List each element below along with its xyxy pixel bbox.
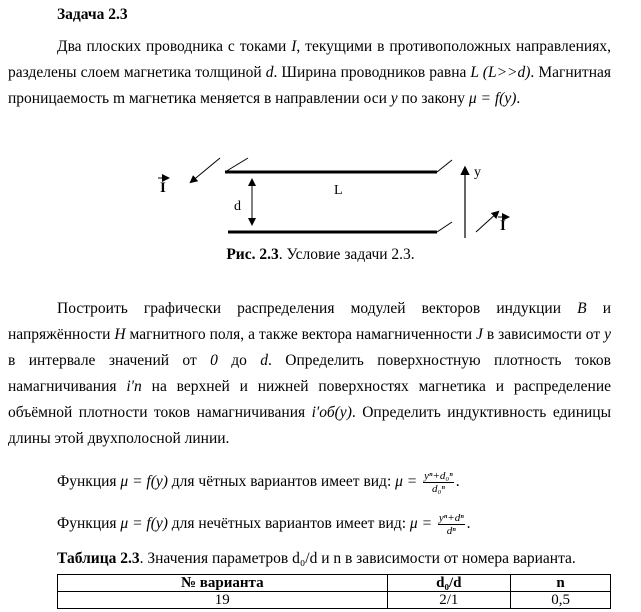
current-label-left: I (160, 180, 166, 196)
var-b: B (577, 300, 587, 317)
header-ratio: d₀/d (387, 575, 511, 592)
current-arrow-right (476, 212, 498, 232)
var-axis: y (390, 90, 398, 107)
text-run: Функция (57, 515, 121, 533)
text-run: . Определить поверхностную плотность токов намагничивания (8, 352, 611, 395)
formula-odd-fraction (438, 512, 465, 537)
var-y: y (604, 326, 611, 343)
text-run: . (466, 515, 471, 533)
figure-conductors (0, 150, 641, 245)
text-run: на верхней и нижней поверхностях магнетика и распределение объёмной плотности токов намагничивания (8, 378, 611, 421)
var-j: J (476, 326, 483, 343)
y-axis-label: y (474, 165, 481, 180)
text-run: для нечётных вариантов имеет вид: (167, 515, 410, 533)
top-conductor-edge-right (437, 160, 452, 172)
var-d: d (260, 352, 269, 369)
parameters-table (57, 574, 611, 609)
figure-caption-label: Рис. 2.3 (226, 246, 279, 263)
current-arrow-left (191, 158, 220, 182)
cell-n: 0,5 (511, 592, 611, 609)
table-row (58, 592, 611, 609)
table-caption-label: Таблица 2.3 (57, 550, 140, 567)
text-run: . Определить индуктивность единицы длины этой двухполосной линии. (8, 404, 611, 447)
table-caption (57, 550, 576, 568)
text-run: . Магнитная проницаемость m магнетика меняется в направлении оси (8, 64, 612, 107)
fraction-numerator: yⁿ+dⁿ (438, 512, 464, 524)
text-run: и напряжённости (8, 300, 612, 343)
length-label: L (334, 183, 343, 198)
var-h: H (114, 326, 126, 343)
var-width: L (L>>d) (470, 64, 531, 81)
text-run: , текущими в противоположных направлениях, разделены слоем магнетика толщиной (8, 38, 611, 81)
current-label-right: I (500, 218, 506, 234)
header-n: n (511, 575, 611, 592)
text-run: до (217, 352, 261, 369)
var-current: I (291, 38, 297, 55)
text-run: Функция (57, 473, 121, 491)
var-thickness: d (265, 64, 274, 81)
text-run: в интервале значений от (8, 352, 211, 369)
formula-even-line (57, 470, 460, 495)
var-surface-current: i′п (126, 378, 142, 395)
fraction-numerator: yⁿ+d₀ⁿ (424, 470, 453, 482)
text-run: Построить графически распределения модулей векторов индукции (57, 300, 578, 317)
text-run: . Ширина проводников равна (273, 64, 471, 81)
cell-variant: 19 (58, 592, 388, 609)
text-run: . (455, 473, 460, 491)
text-run: по закону (397, 90, 469, 107)
formula-func: μ = f(y) (120, 473, 168, 491)
problem-statement (8, 34, 611, 112)
figure-caption (0, 246, 641, 264)
text-run: магнитного поля, а также вектора намагниченности (125, 326, 477, 343)
header-variant: № варианта (58, 575, 388, 592)
figure-caption-text: . Условие задачи 2.3. (278, 246, 415, 263)
formula-odd-line (57, 512, 471, 537)
formula-lhs: μ = (395, 473, 418, 491)
text-run: для чётных вариантов имеет вид: (167, 473, 396, 491)
formula-mu: μ = f(y) (468, 90, 517, 107)
formula-lhs: μ = (409, 515, 433, 533)
table-header-row (58, 575, 611, 592)
fraction-denominator: d₀ⁿ (432, 483, 445, 495)
text-run: в зависимости от (482, 326, 605, 343)
thickness-label: d (234, 199, 241, 214)
formula-even-fraction (423, 470, 454, 495)
top-conductor-edge-left (225, 158, 248, 172)
fraction-denominator: dⁿ (446, 525, 456, 537)
text-run: . (516, 90, 521, 107)
bottom-conductor-edge-right (437, 222, 452, 232)
var-volume-current: i′об(y) (311, 404, 352, 421)
cell-ratio: 2/1 (387, 592, 511, 609)
problem-title: Задача 2.3 (57, 6, 128, 23)
task-paragraph (8, 296, 611, 452)
formula-func: μ = f(y) (120, 515, 168, 533)
var-zero: 0 (210, 352, 218, 369)
table-caption-text: . Значения параметров d₀/d и n в зависимости от номера варианта. (139, 550, 576, 567)
text-run: Два плоских проводника с токами (57, 38, 292, 55)
